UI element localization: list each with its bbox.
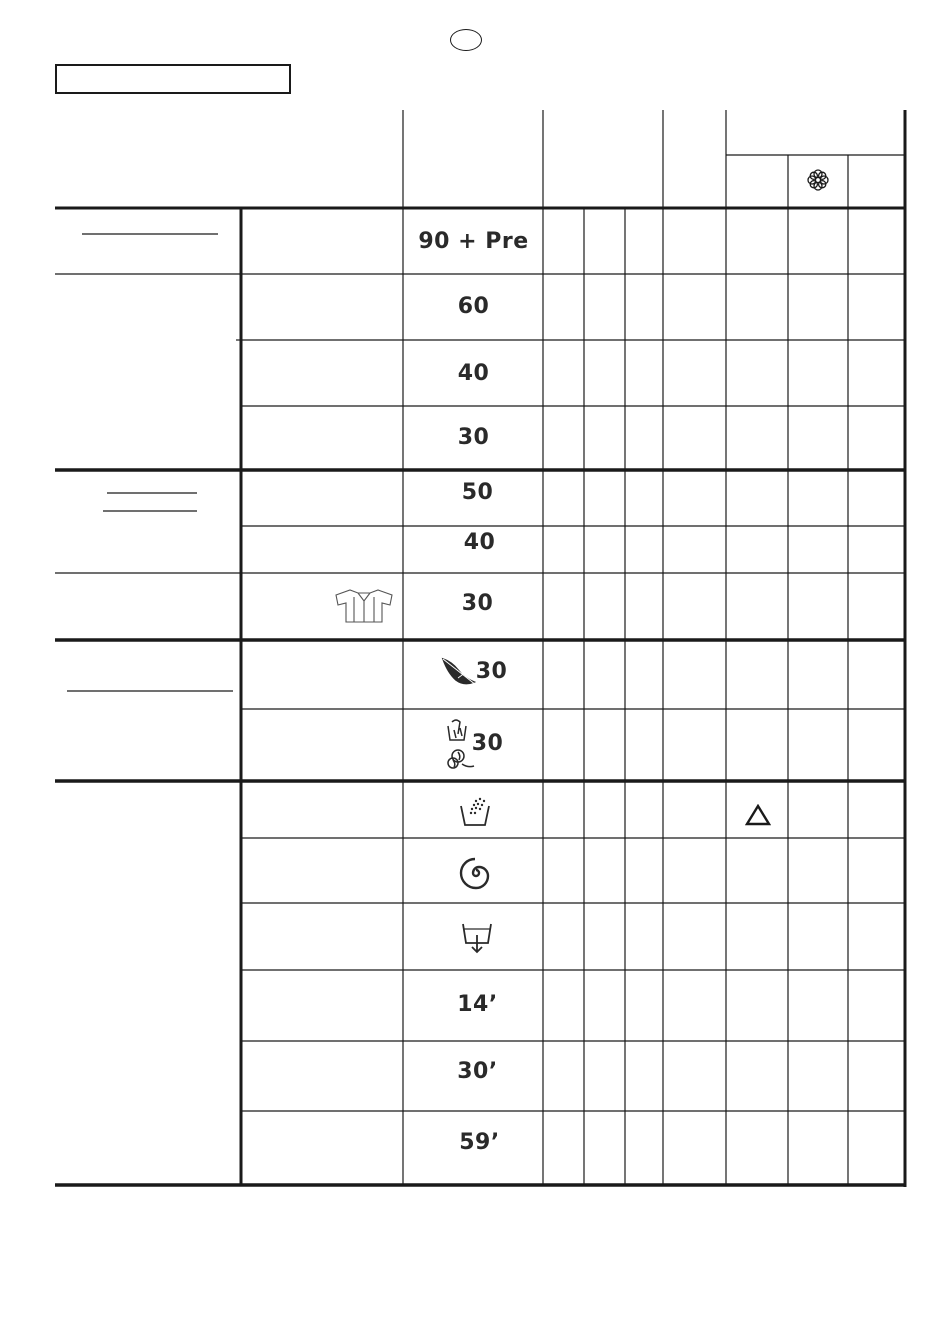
spin-icon	[459, 856, 493, 890]
time-value: 14’	[457, 992, 498, 1017]
triangle-icon	[745, 804, 771, 826]
temp-value: 30	[461, 591, 494, 616]
temp-value: 50	[461, 480, 494, 505]
temp-value: 30	[457, 425, 490, 450]
shirt-icon	[332, 587, 396, 625]
rinse-icon	[458, 796, 492, 828]
temp-value: 60	[457, 294, 490, 319]
temp-value: 40	[463, 530, 496, 555]
drain-icon	[460, 921, 494, 955]
feather-icon	[440, 656, 480, 688]
temp-value: 30	[471, 731, 504, 756]
time-value: 30’	[457, 1059, 498, 1084]
time-value: 59’	[459, 1130, 500, 1155]
handwash-wool-icon	[442, 716, 478, 774]
temp-value: 90 + Pre	[418, 229, 529, 254]
temp-value: 30	[475, 659, 508, 684]
flower-icon	[806, 168, 830, 192]
temp-value: 40	[457, 361, 490, 386]
